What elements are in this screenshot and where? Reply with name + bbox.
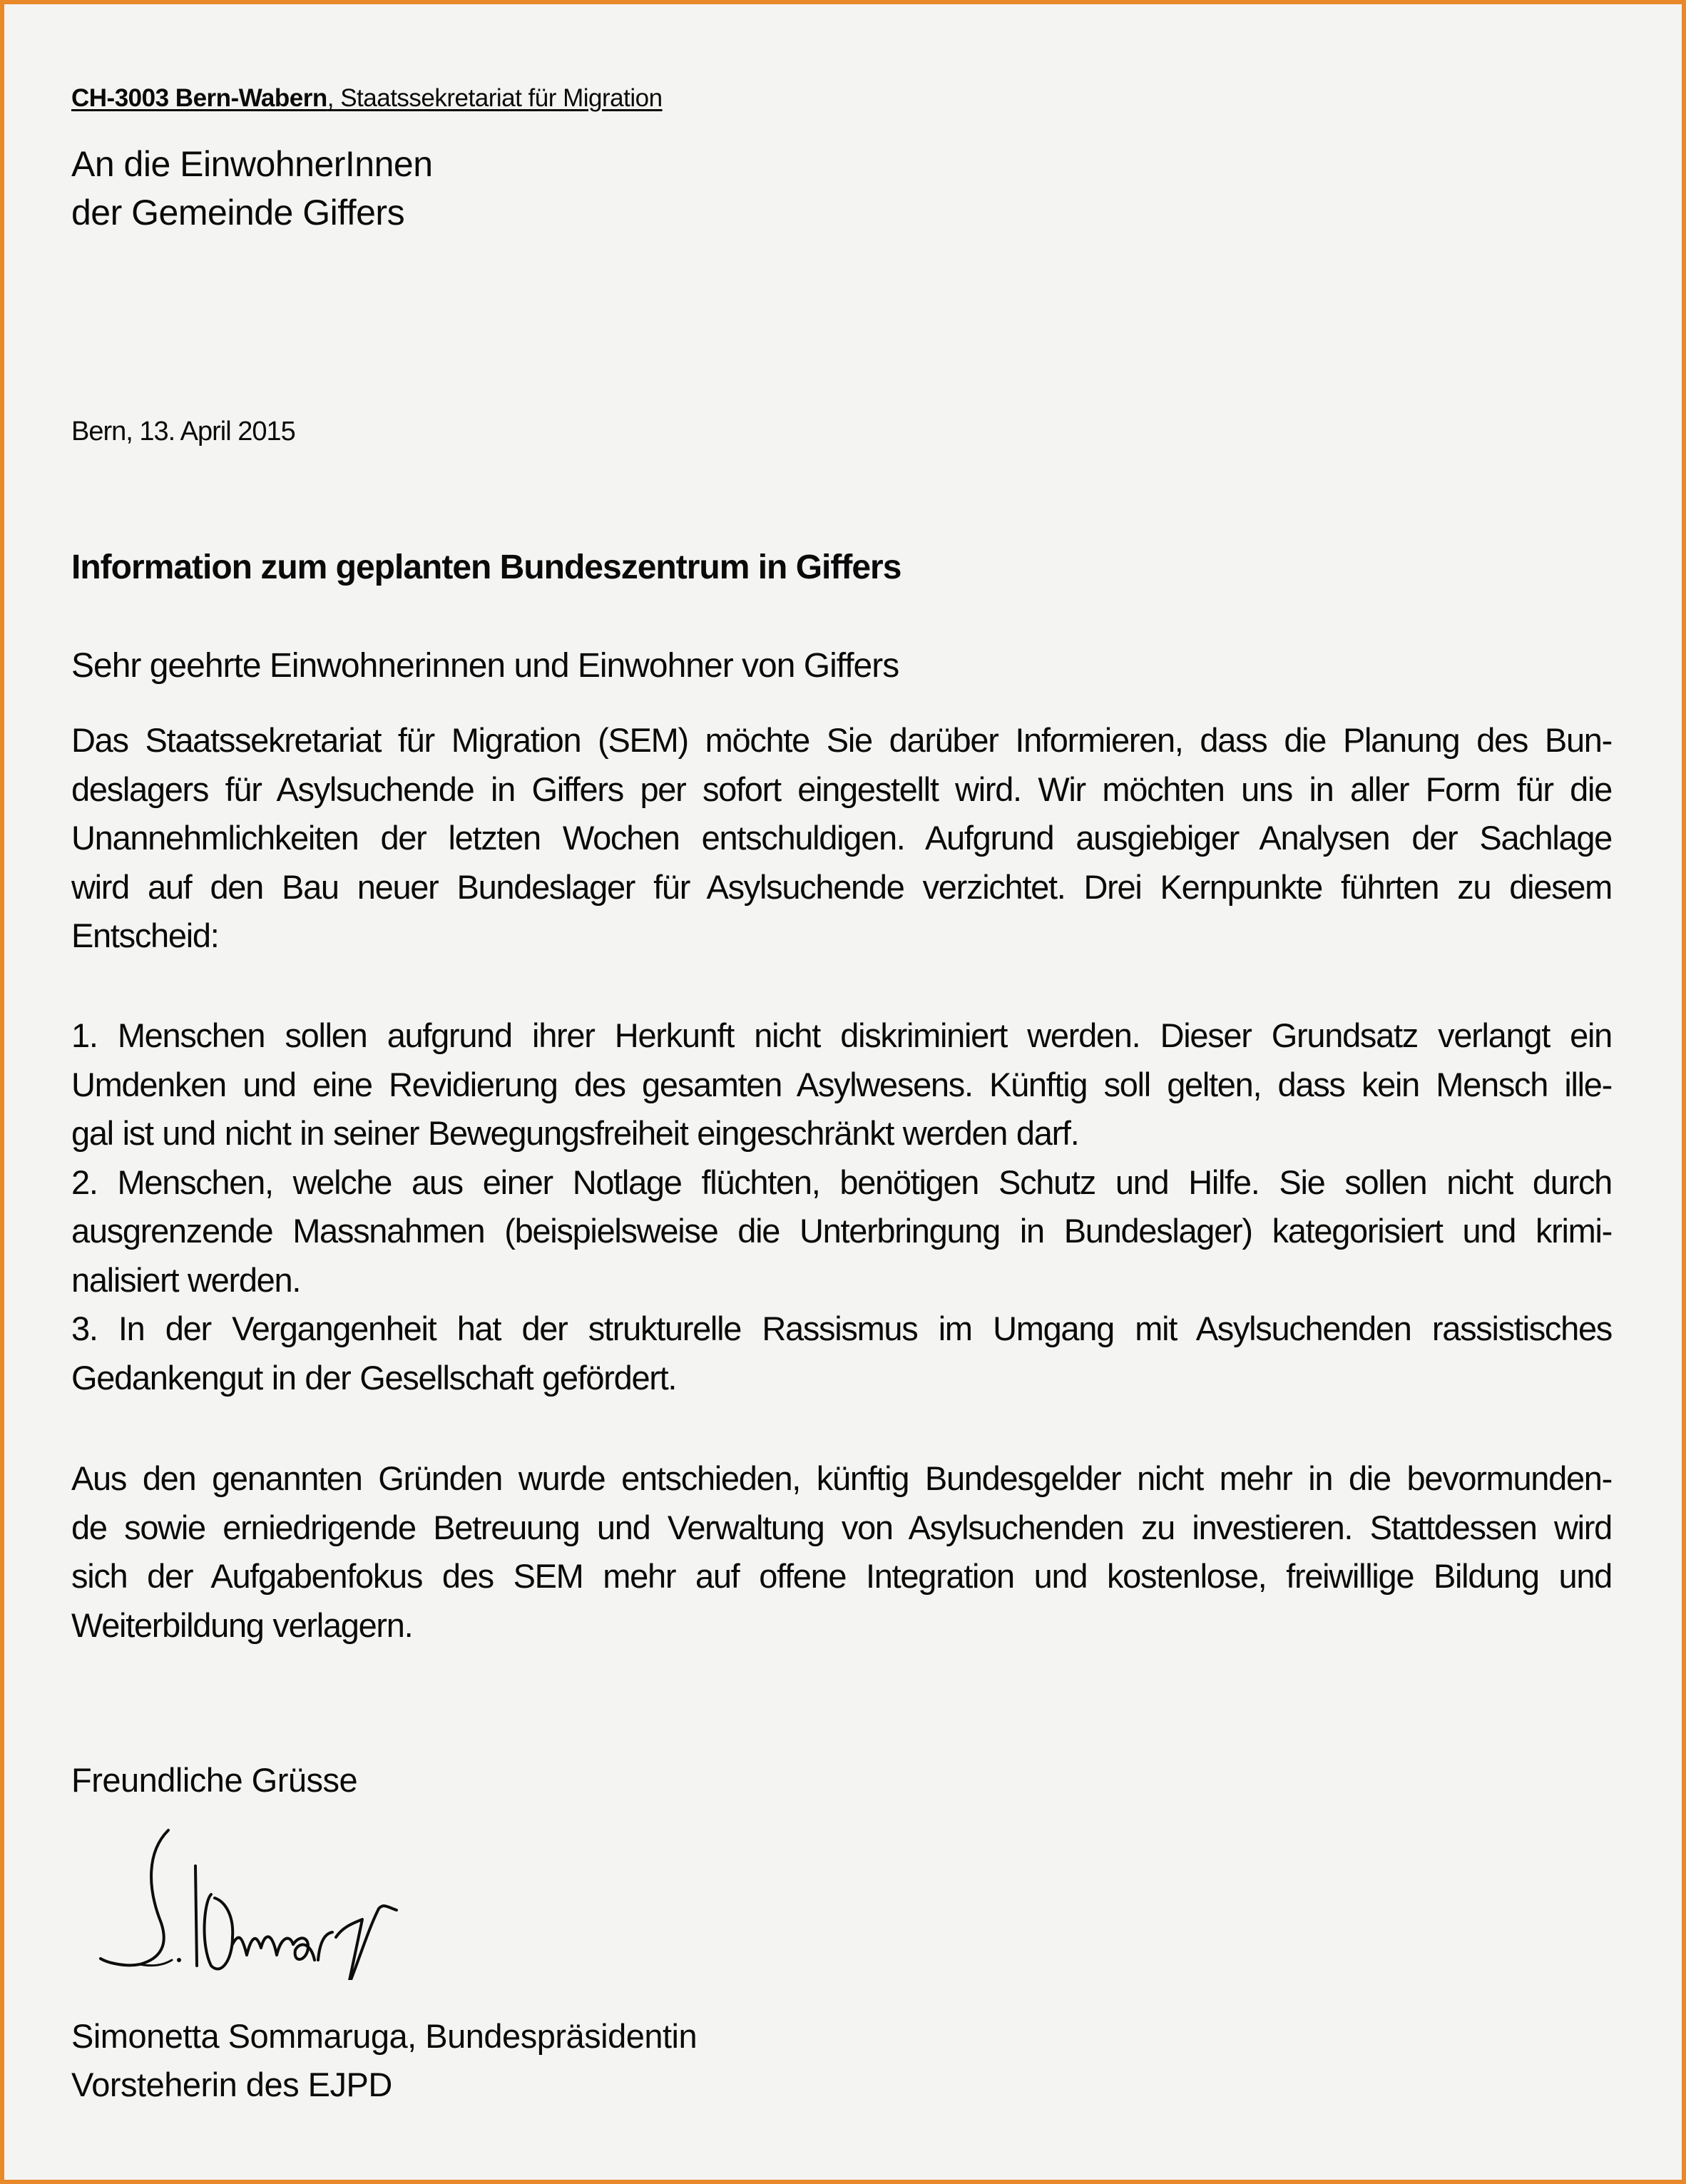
- text-line: sich der Aufgabenfokus des SEM mehr auf offene Integration und kostenlose, freiwillige Bildung und: [71, 1557, 1612, 1595]
- text-line: 2. Menschen, welche aus einer Notlage flüchten, benötigen Schutz und Hilfe. Sie sollen nicht durch: [71, 1163, 1612, 1201]
- letter-date: Bern, 13. April 2015: [71, 417, 295, 447]
- text-line: 3. In der Vergangenheit hat der strukturelle Rassismus im Umgang mit Asylsuchenden rassistisches: [71, 1310, 1612, 1347]
- text-line: Gedankengut in der Gesellschaft gefördert.: [71, 1358, 677, 1397]
- signer-name: Simonetta Sommaruga, Bundespräsidentin: [71, 2017, 698, 2055]
- text-line: de sowie erniedrigende Betreuung und Verwaltung von Asylsuchenden zu investieren. Stattdessen wird: [71, 1508, 1612, 1546]
- text-line: gal ist und nicht in seiner Bewegungsfreiheit eingeschränkt werden darf.: [71, 1114, 1079, 1152]
- signer-title: Vorsteherin des EJPD: [71, 2066, 392, 2103]
- intro-paragraph: [71, 716, 1612, 961]
- text-line: Unannehmlichkeiten der letzten Wochen entschuldigen. Aufgrund ausgiebiger Analysen der Sachlage: [71, 819, 1612, 857]
- text-line: ausgrenzende Massnahmen (beispielsweise die Unterbringung in Bundeslager) kategorisiert und krimi-: [71, 1212, 1612, 1250]
- key-points-list: [71, 1011, 1612, 1402]
- salutation: Sehr geehrte Einwohnerinnen und Einwohner von Giffers: [71, 647, 899, 685]
- sender-organization: , Staatssekretariat für Migration: [327, 84, 663, 112]
- sender-line: [71, 84, 663, 113]
- recipient-block: [71, 140, 433, 237]
- conclusion-paragraph: [71, 1454, 1612, 1650]
- text-line: deslagers für Asylsuchende in Giffers per sofort eingestellt wird. Wir möchten uns in aller Form für die: [71, 770, 1612, 808]
- text-line: 1. Menschen sollen aufgrund ihrer Herkunft nicht diskriminiert werden. Dieser Grundsatz verlangt ein: [71, 1016, 1612, 1054]
- letter-subject: Information zum geplanten Bundeszentrum in Giffers: [71, 548, 901, 586]
- text-line: nalisiert werden.: [71, 1260, 301, 1299]
- text-line: Aus den genannten Gründen wurde entschieden, künftig Bundesgelder nicht mehr in die bevormunden-: [71, 1459, 1612, 1497]
- recipient-line: An die EinwohnerInnen: [71, 144, 433, 184]
- closing: Freundliche Grüsse: [71, 1761, 358, 1799]
- signer-block: [71, 2012, 697, 2109]
- handwritten-signature: [97, 1802, 653, 1980]
- text-line: wird auf den Bau neuer Bundeslager für Asylsuchende verzichtet. Drei Kernpunkte führten zu diesem: [71, 867, 1612, 906]
- text-line: Weiterbildung verlagern.: [71, 1606, 413, 1644]
- text-line: Entscheid:: [71, 917, 219, 954]
- recipient-line: der Gemeinde Giffers: [71, 193, 405, 233]
- text-line: Umdenken und eine Revidierung des gesamten Asylwesens. Künftig soll gelten, dass kein Mensch ille-: [71, 1065, 1612, 1103]
- sender-address: CH-3003 Bern-Wabern: [71, 84, 327, 112]
- text-line: Das Staatssekretariat für Migration (SEM) möchte Sie darüber Informieren, dass die Planung des Bun-: [71, 721, 1612, 759]
